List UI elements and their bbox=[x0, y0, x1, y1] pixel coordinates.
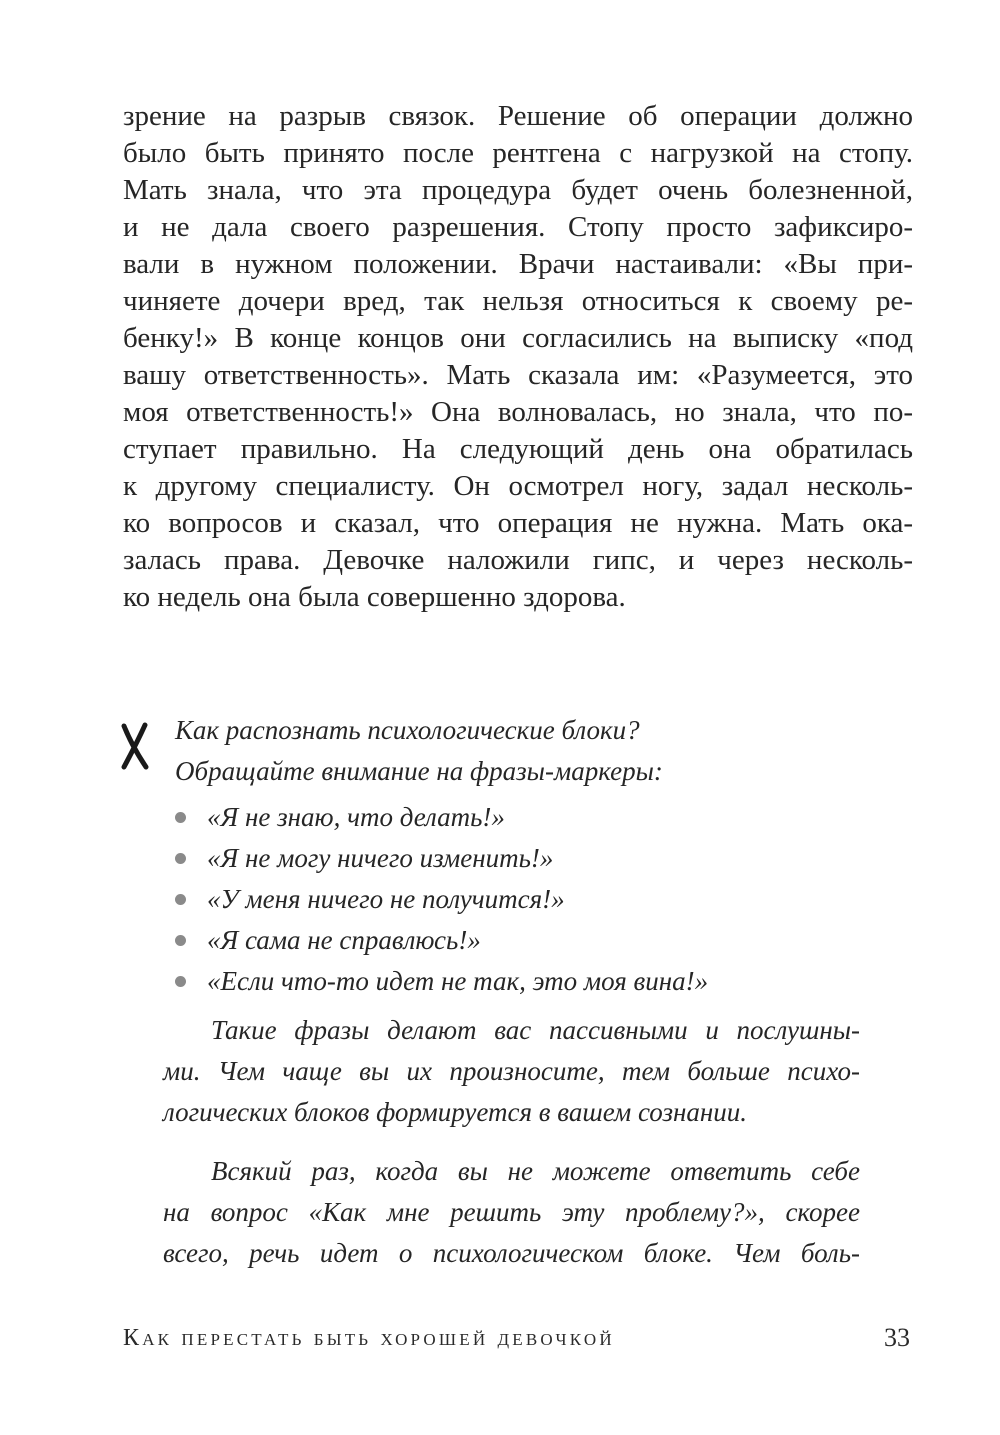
body-line: вали в нужном положении. Врачи настаивали: «Вы при- bbox=[123, 248, 913, 280]
body-line: залась права. Девочке наложили гипс, и через несколь- bbox=[123, 544, 913, 576]
body-line: ступает правильно. На следующий день она обратилась bbox=[123, 433, 913, 465]
running-footer-title: Как перестать быть хорошей девочкой bbox=[123, 1325, 615, 1351]
list-item bbox=[175, 961, 875, 1002]
tip-paragraph-line: на вопрос «Как мне решить эту проблему?», скорее bbox=[163, 1197, 860, 1227]
list-item bbox=[175, 879, 875, 920]
marker-phrase-list bbox=[175, 797, 875, 1002]
bullet-icon bbox=[175, 976, 186, 987]
tip-paragraph-line: Такие фразы делают вас пассивными и послушны- bbox=[211, 1015, 860, 1045]
marker-phrase: «Я сама не справлюсь!» bbox=[207, 925, 481, 955]
body-line: ко недель она была совершенно здорова. bbox=[123, 581, 626, 613]
body-line: бенку!» В конце концов они согласились на выписку «под bbox=[123, 322, 913, 354]
list-item bbox=[175, 838, 875, 879]
tip-paragraph-line: логических блоков формируется в вашем сознании. bbox=[163, 1097, 748, 1127]
body-line: к другому специалисту. Он осмотрел ногу, задал несколь- bbox=[123, 470, 913, 502]
body-line: вашу ответственность». Мать сказала им: «Разумеется, это bbox=[123, 359, 913, 391]
x-mark-icon bbox=[116, 722, 156, 770]
body-line: Мать знала, что эта процедура будет очень болезненной, bbox=[123, 174, 913, 206]
tip-paragraph-line: Всякий раз, когда вы не можете ответить себе bbox=[211, 1156, 860, 1186]
bullet-icon bbox=[175, 894, 186, 905]
marker-phrase: «У меня ничего не получится!» bbox=[207, 884, 565, 914]
tip-paragraph-line: ми. Чем чаще вы их произносите, тем больше психо- bbox=[163, 1056, 860, 1086]
tip-paragraphs bbox=[163, 1010, 860, 1274]
list-item bbox=[175, 920, 875, 961]
body-line: зрение на разрыв связок. Решение об операции должно bbox=[123, 100, 913, 132]
body-line: было быть принято после рентгена с нагрузкой на стопу. bbox=[123, 137, 913, 169]
marker-phrase: «Я не знаю, что делать!» bbox=[207, 802, 505, 832]
marker-phrase: «Если что-то идет не так, это моя вина!» bbox=[207, 966, 709, 996]
bullet-icon bbox=[175, 853, 186, 864]
body-line: и не дала своего разрешения. Стопу просто зафиксиро- bbox=[123, 211, 913, 243]
tip-instruction: Обращайте внимание на фразы-маркеры: bbox=[175, 756, 663, 786]
body-line: ко вопросов и сказал, что операция не нужна. Мать ока- bbox=[123, 507, 913, 539]
body-line: моя ответственность!» Она волновалась, но знала, что по- bbox=[123, 396, 913, 428]
bullet-icon bbox=[175, 812, 186, 823]
tip-heading bbox=[175, 710, 865, 792]
list-item bbox=[175, 797, 875, 838]
marker-phrase: «Я не могу ничего изменить!» bbox=[207, 843, 554, 873]
body-line: чиняете дочери вред, так нельзя относиться к своему ре- bbox=[123, 285, 913, 317]
tip-question: Как распознать психологические блоки? bbox=[175, 715, 640, 745]
bullet-icon bbox=[175, 935, 186, 946]
tip-paragraph-line: всего, речь идет о психологическом блоке. Чем боль- bbox=[163, 1238, 860, 1268]
body-paragraph bbox=[123, 98, 913, 616]
page-number: 33 bbox=[884, 1323, 910, 1352]
